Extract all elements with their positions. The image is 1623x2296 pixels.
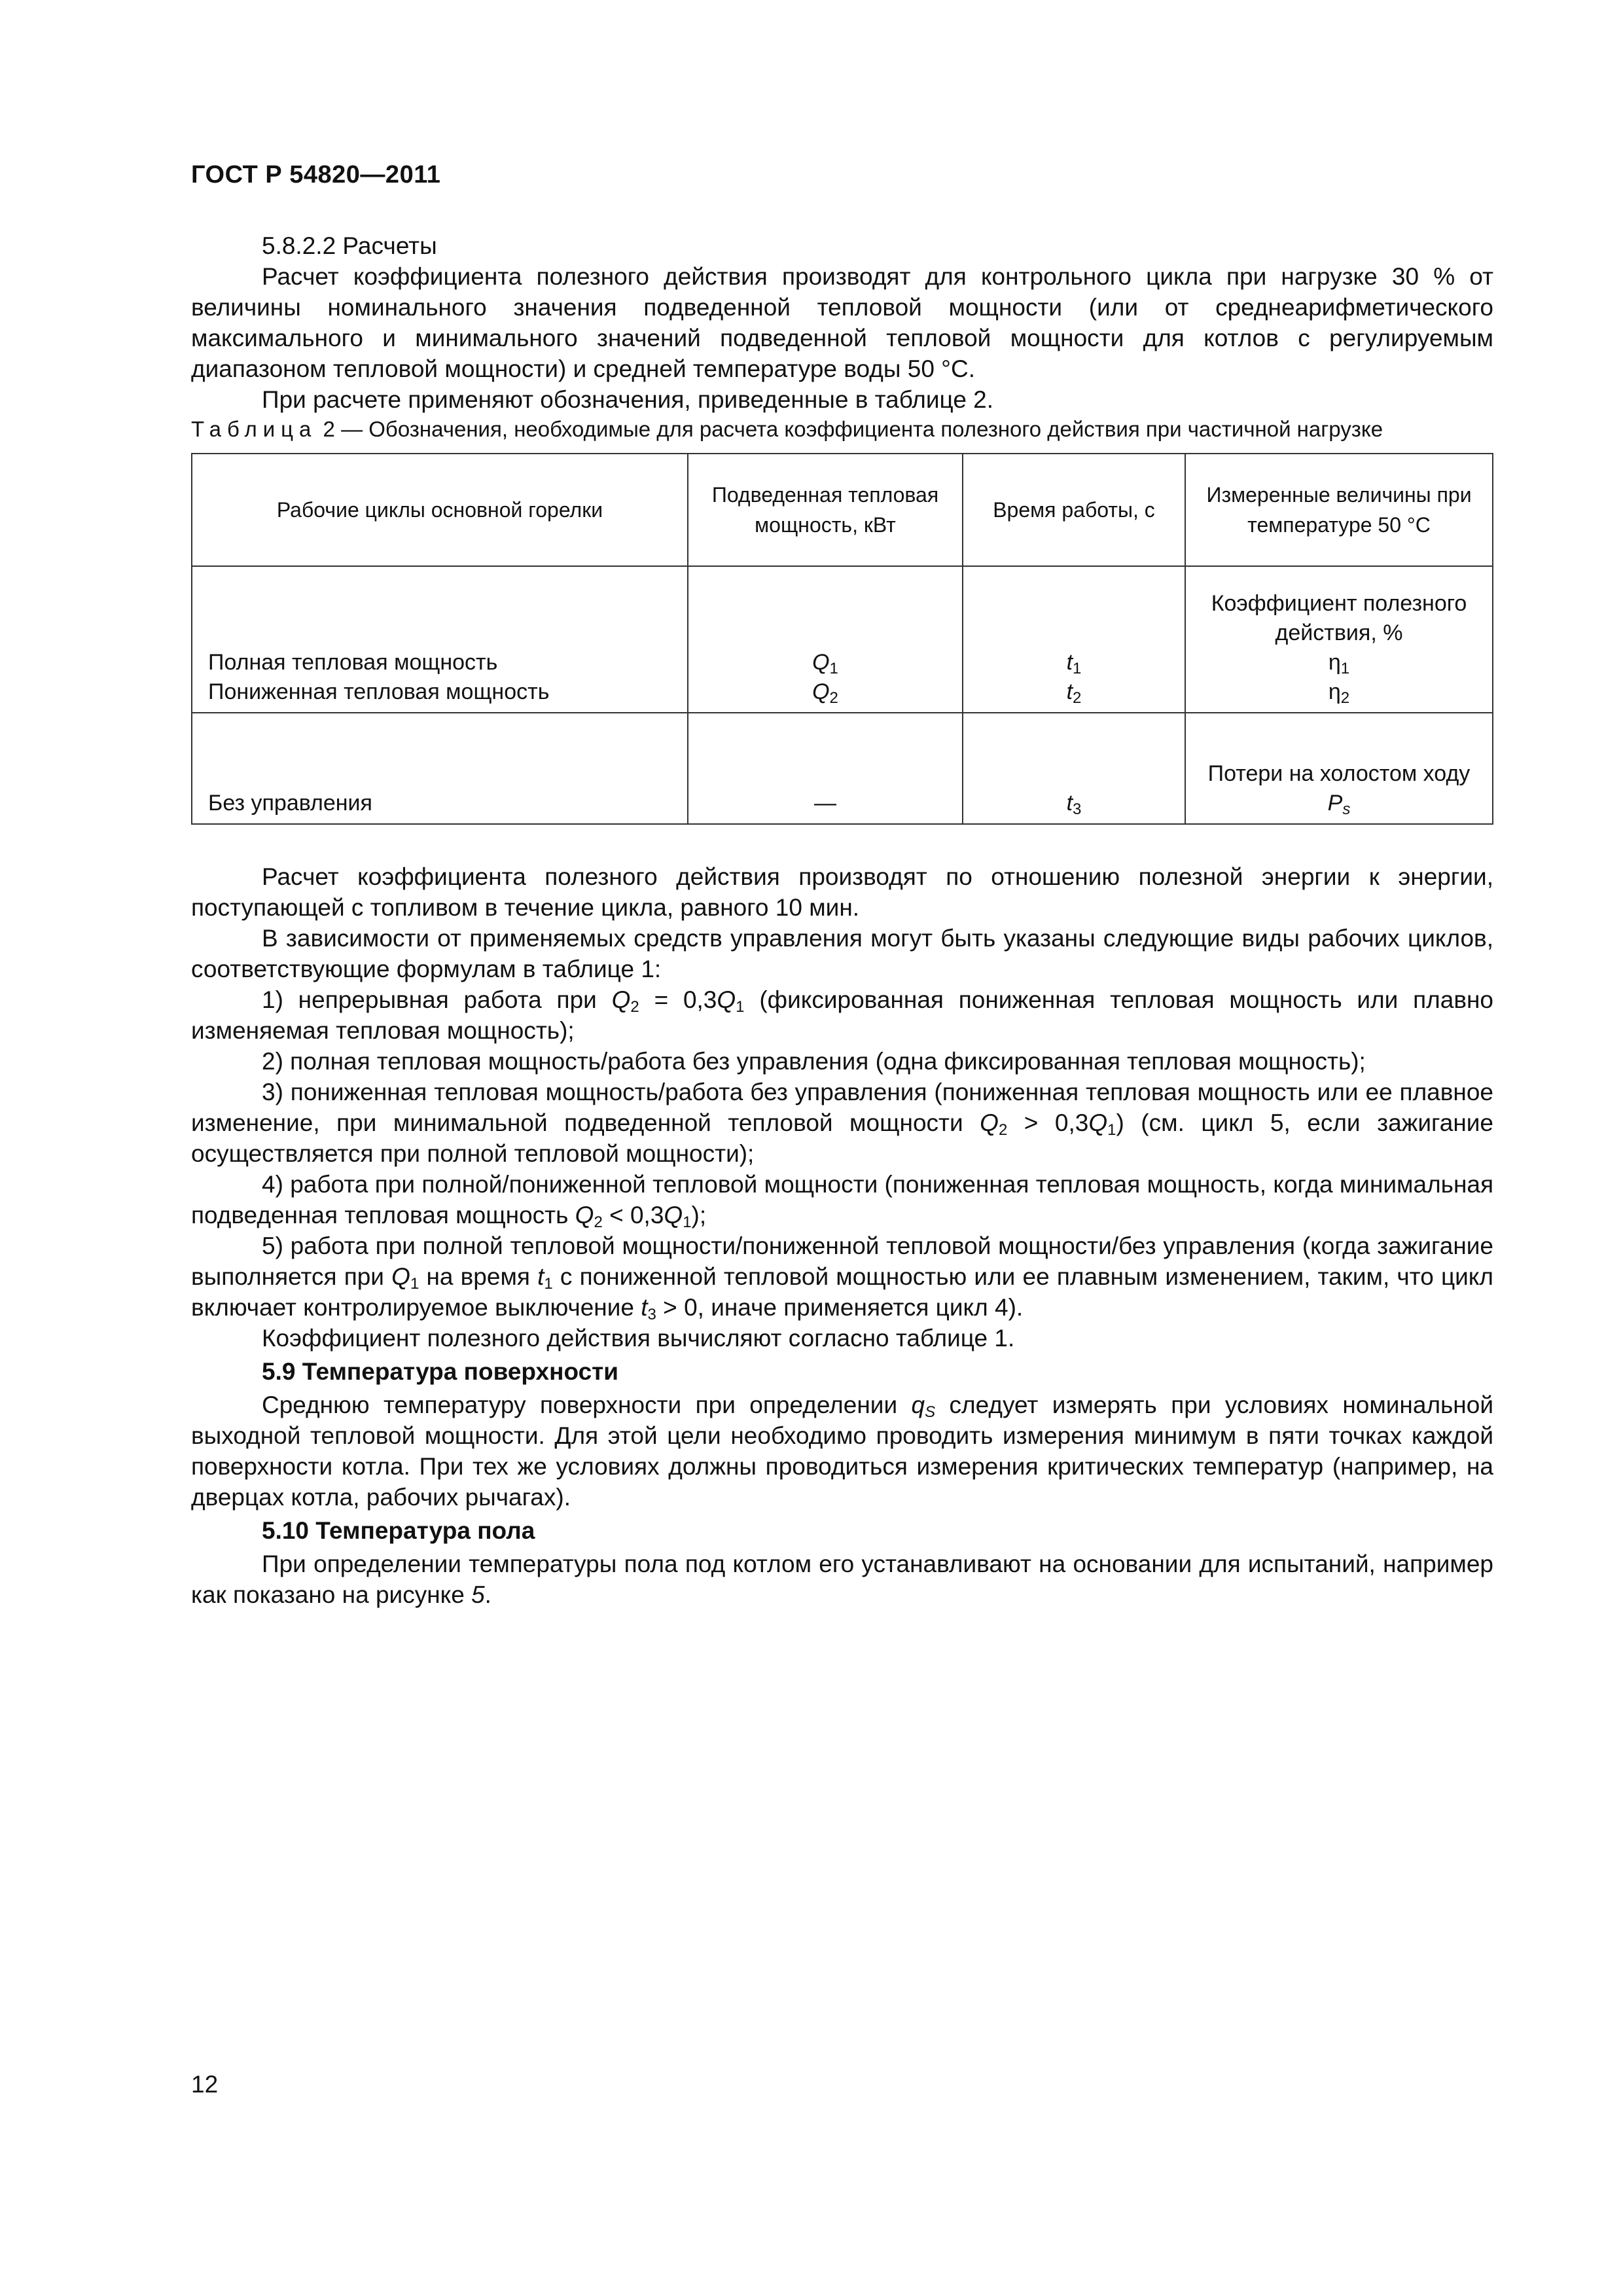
idle-losses-label: Потери на холостом ходу [1207, 761, 1471, 786]
table-caption [191, 415, 1493, 444]
symbol-t1: $t_1$ [1066, 650, 1082, 677]
symbol-eta2: $\eta_2$ [1328, 679, 1350, 707]
document-body [191, 230, 1493, 1610]
cell-power-dash: — [688, 713, 963, 824]
cycle-full-power: Полная тепловая мощность [208, 650, 498, 675]
cell-power-q1-q2 [688, 566, 963, 713]
heading-5-9: 5.9 Температура поверхности [262, 1358, 619, 1385]
table-header-row [192, 454, 1493, 566]
efficiency-label: Коэффициент полезного действия, % [1211, 591, 1467, 645]
paragraph-5-9: Среднюю температуру поверхности при определении $q_S$ следует измерять при условиях номинальной выходной тепловой мощности. Для этой цели необходимо проводить измерения минимум в пяти точках каждой поверхности котла. При тех же условиях должны проводиться измерения критических температур (например, на дверцах котла, рабочих рычагах). [191, 1391, 1493, 1511]
list-item-1: 1) непрерывная работа при $Q_2 = 0,3Q_1$ (фиксированная пониженная тепловая мощность или плавно изменяемая тепловая мощность); [191, 986, 1493, 1044]
header-time: Время работы, с [963, 454, 1185, 566]
symbol-eta1: $\eta_1$ [1328, 650, 1350, 677]
paragraph-5822-1: Расчет коэффициента полезного действия производят для контрольного цикла при нагрузке 30 % от величины номинального значения подведенной тепловой мощности (или от среднеарифметического максимального и минимального значений подведенной тепловой мощности для котлов с регулируемым диапазоном тепловой мощности) и средней температуре воды 50 °С. [191, 263, 1493, 382]
symbol-q2: $Q_2$ [812, 679, 838, 707]
section-title-5822: 5.8.2.2 Расчеты [262, 232, 437, 259]
cell-idle-losses [1185, 713, 1493, 824]
list-item-5: 5) работа при полной тепловой мощности/пониженной тепловой мощности/без управления (когда зажигание выполняется при $Q_1$ на время $t_1$ с пониженной тепловой мощностью или ее плавным изменением, таким, что цикл включает контролируемое выключение $t_3 > 0$, иначе применяется цикл 4). [191, 1232, 1493, 1323]
list-item-2: 2) полная тепловая мощность/работа без управления (одна фиксированная тепловая мощность); [262, 1048, 1366, 1075]
paragraph-efficiency: Коэффициент полезного действия вычисляют согласно таблице 1. [262, 1325, 1015, 1352]
table-row [192, 566, 1493, 713]
document-header: ГОСТ Р 54820—2011 [191, 161, 441, 188]
table-row [192, 713, 1493, 824]
cycle-reduced-power: Пониженная тепловая мощность [208, 679, 550, 704]
cell-cycle-no-control: Без управления [192, 713, 688, 824]
paragraph-5822-2: При расчете применяют обозначения, приведенные в таблице 2. [262, 386, 994, 413]
symbols-table [191, 453, 1493, 825]
paragraph-cycles: В зависимости от применяемых средств управления могут быть указаны следующие виды рабочих циклов, соответствующие формулам в таблице 1: [191, 925, 1493, 982]
table-caption-text: 2 — Обозначения, необходимые для расчета коэффициента полезного действия при частичной нагрузке [317, 417, 1383, 441]
cell-time-t3: $t_3$ [963, 713, 1185, 824]
cell-time-t1-t2 [963, 566, 1185, 713]
symbol-t2: $t_2$ [1066, 679, 1082, 707]
figure-ref-link[interactable]: 5 [471, 1581, 485, 1608]
cell-cycles-full-reduced [192, 566, 688, 713]
header-cycles: Рабочие циклы основной горелки [192, 454, 688, 566]
header-power: Подведенная тепловая мощность, кВт [688, 454, 963, 566]
list-item-4: 4) работа при полной/пониженной тепловой мощности (пониженная тепловая мощность, когда минимальная подведенная тепловая мощность $Q_2 < 0,3Q_1$); [191, 1171, 1493, 1231]
cell-efficiency [1185, 566, 1493, 713]
symbol-ps: $P_s$ [1327, 791, 1351, 818]
table-caption-label: Таблица [191, 417, 317, 441]
paragraph-5-10: При определении температуры пола под котлом его устанавливают на основании для испытаний, например как показано на рисунке 5. [191, 1551, 1493, 1608]
list-item-3: 3) пониженная тепловая мощность/работа без управления (пониженная тепловая мощность или ее плавное изменение, при минимальной подведенной тепловой мощности $Q_2 > 0,3Q_1$) (см. цикл 5, если зажигание осуществляется при полной тепловой мощности); [191, 1079, 1493, 1167]
header-measured: Измеренные величины при температуре 50 °С [1185, 454, 1493, 566]
symbol-q1: $Q_1$ [812, 650, 838, 677]
paragraph-calc: Расчет коэффициента полезного действия производят по отношению полезной энергии к энергии, поступающей с топливом в течение цикла, равного 10 мин. [191, 863, 1493, 921]
heading-5-10: 5.10 Температура пола [262, 1517, 535, 1544]
page-number: 12 [191, 2071, 219, 2098]
